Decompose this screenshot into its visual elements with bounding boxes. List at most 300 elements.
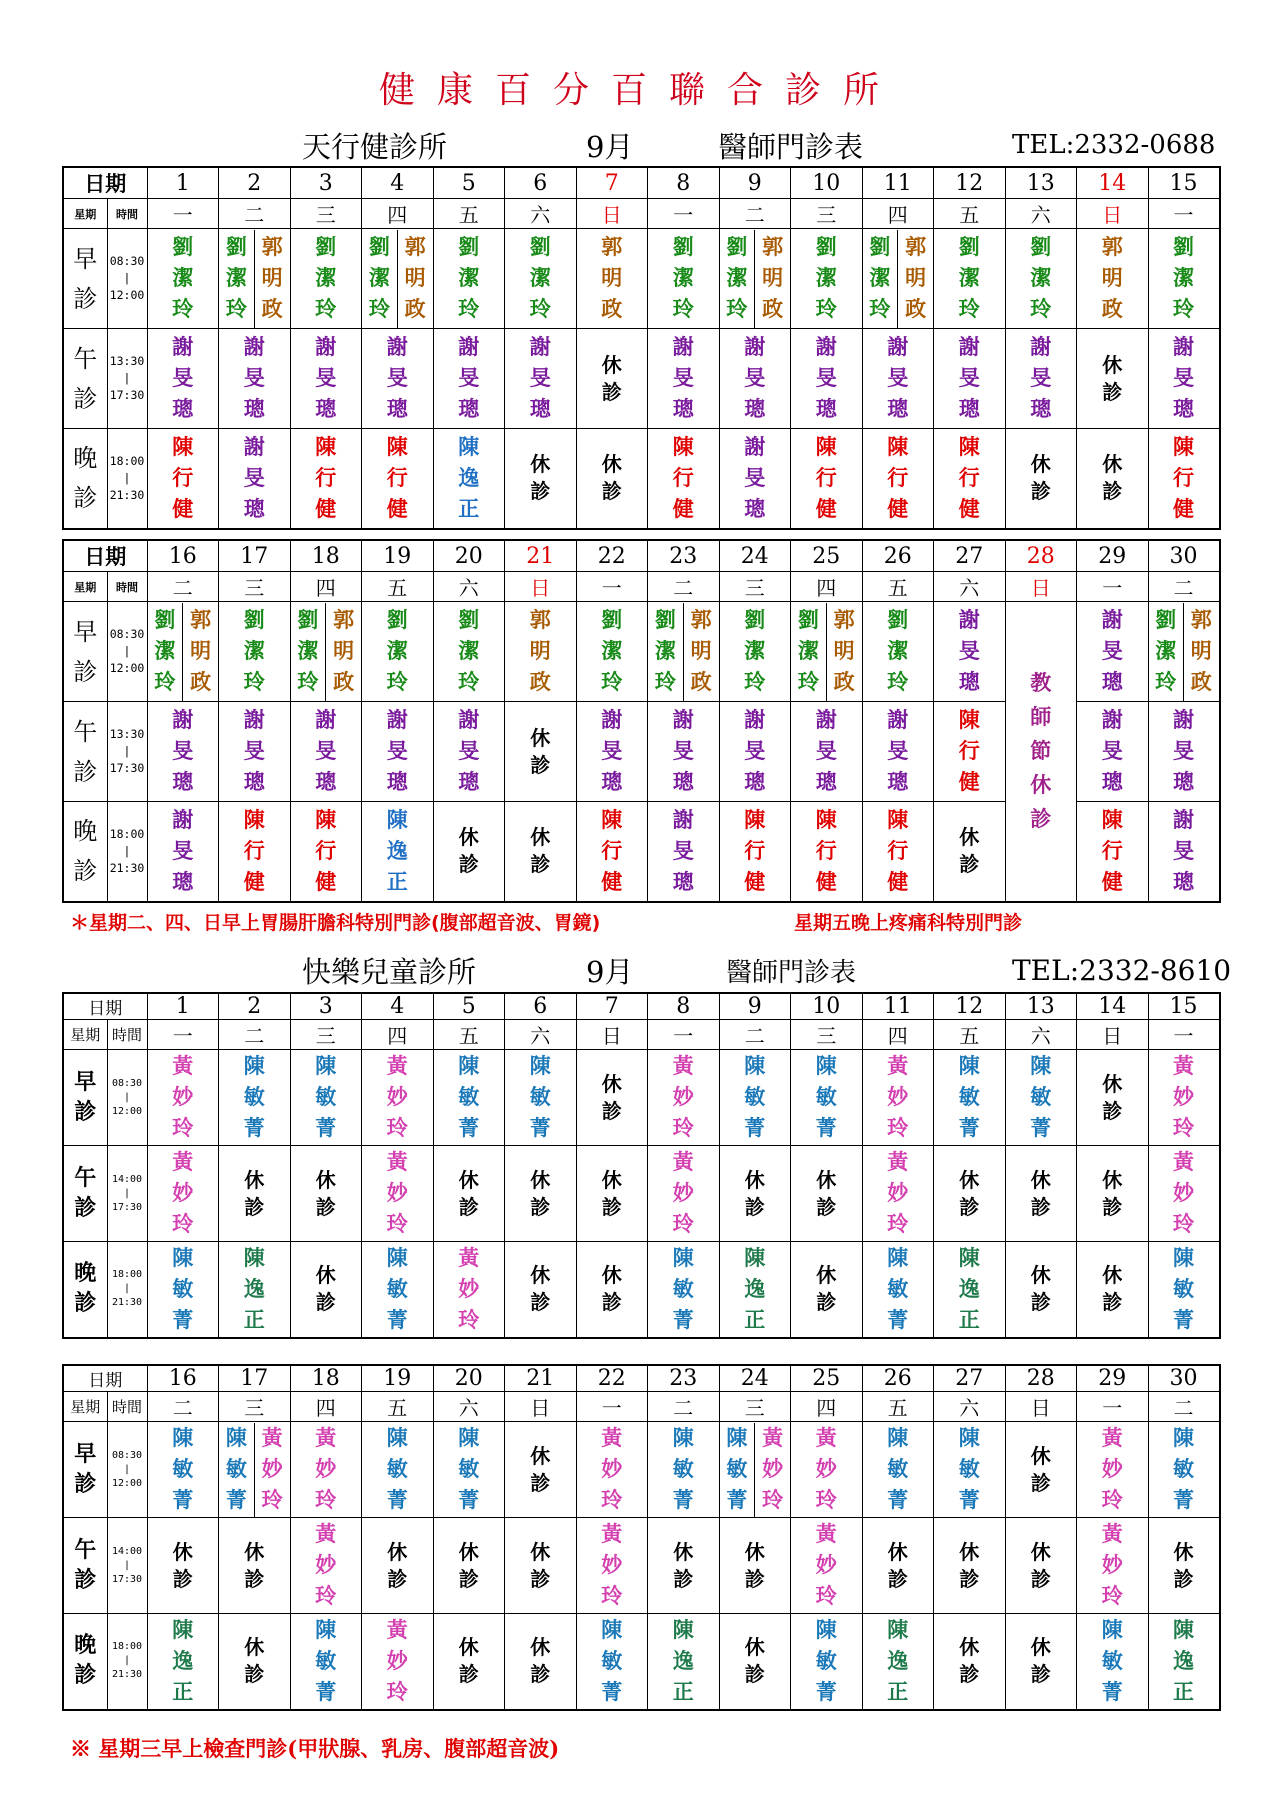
name-char: 璁: [744, 496, 766, 521]
session-char: 診: [74, 1099, 97, 1125]
schedule-cell: [505, 802, 577, 902]
name-char: 休: [601, 452, 622, 477]
name-char: 璁: [172, 397, 194, 421]
name-char: 璁: [243, 770, 265, 794]
name-char: 旻: [315, 366, 337, 390]
name-char: 黃: [1173, 1150, 1194, 1174]
doctor-chen-yi-zheng: [648, 1615, 719, 1708]
doctor-xie-min-cong: [648, 332, 719, 425]
doctor-closed: [577, 451, 648, 505]
name-char: 診: [673, 1566, 694, 1591]
time-line: 21:30: [109, 860, 145, 875]
time-line: 12:00: [111, 1105, 143, 1117]
time-label: 時間: [107, 572, 147, 602]
doctor-chen-yi-zheng: [148, 1615, 219, 1708]
schedule-cell: [219, 329, 291, 429]
schedule-cell: [1005, 1518, 1077, 1614]
name-char: 明: [690, 639, 712, 663]
name-char: 診: [744, 1194, 765, 1219]
doctor-liu-jie-ling: [219, 230, 254, 328]
clinic2-note-exam: ※ 星期三早上檢查門診(甲狀腺、乳房、腹部超音波): [70, 1736, 560, 1761]
name-char: 玲: [386, 1679, 408, 1704]
name-char: 玲: [315, 1584, 337, 1608]
name-char: 診: [1102, 1194, 1123, 1219]
schedule-cell: [576, 1518, 648, 1614]
name-char: 玲: [458, 670, 480, 694]
name-char: 健: [958, 770, 980, 794]
name-char: 玲: [654, 670, 676, 694]
name-char: 旻: [529, 366, 551, 390]
session-char: 午: [74, 1537, 97, 1563]
doctor-chen-min-jing: [1149, 1243, 1219, 1336]
name-char: 旻: [458, 739, 480, 763]
name-char: 正: [243, 1307, 265, 1332]
schedule-cell: [290, 1422, 362, 1518]
schedule-cell: [433, 802, 505, 902]
schedule-cell: [576, 1050, 648, 1146]
doctor-closed: [934, 824, 1005, 878]
name-char: 玲: [815, 1584, 837, 1608]
session-char: 早: [74, 1441, 97, 1467]
name-char: 菁: [386, 1488, 408, 1512]
name-char: 明: [1101, 266, 1123, 290]
schedule-cell: [362, 1242, 434, 1338]
name-char: 陳: [744, 1054, 766, 1078]
name-char: 劉: [458, 235, 480, 259]
name-char: 陳: [958, 1245, 980, 1270]
schedule-cell: [576, 602, 648, 702]
doctor-closed: [720, 1634, 791, 1688]
name-char: 休: [959, 1635, 980, 1660]
name-char: 陳: [172, 1617, 194, 1642]
date-cell: 23: [648, 540, 720, 572]
schedule-cell: [433, 1242, 505, 1338]
name-char: 正: [887, 1679, 909, 1704]
name-char: 劉: [744, 608, 766, 632]
date-cell: 24: [719, 540, 791, 572]
schedule-cell: [719, 1422, 791, 1518]
doctor-xie-min-cong: [934, 605, 1005, 698]
name-char: 玲: [672, 1212, 694, 1236]
name-char: 休: [1102, 1071, 1123, 1096]
schedule-cell: [576, 329, 648, 429]
name-char: 陳: [958, 1426, 980, 1450]
schedule-cell: [1005, 1146, 1077, 1242]
schedule-cell: [862, 602, 934, 702]
name-char: 陳: [386, 1245, 408, 1270]
name-char: 郭: [833, 608, 855, 632]
doctor-closed: [1077, 1167, 1148, 1221]
name-char: 健: [315, 869, 337, 894]
doctor-closed: [1006, 1167, 1077, 1221]
date-cell: 29: [1077, 540, 1149, 572]
name-char: 璁: [1173, 770, 1194, 794]
name-char: 旻: [1030, 366, 1052, 390]
doctor-chen-xing-jian: [219, 805, 290, 898]
name-char: 劉: [815, 235, 837, 259]
name-char: 劉: [172, 235, 194, 259]
name-char: 妙: [1101, 1553, 1123, 1577]
doctor-huang-miao-ling: [1077, 1423, 1148, 1516]
doctor-liu-jie-ling: [863, 230, 898, 328]
doctor-xie-min-cong: [148, 332, 219, 425]
doctor-guo-ming-zheng: [1184, 603, 1219, 701]
name-char: 診: [387, 1566, 408, 1591]
name-char: 玲: [887, 1116, 909, 1140]
time-line: |: [123, 644, 131, 658]
schedule-cell: [290, 802, 362, 902]
name-char: 璁: [172, 869, 194, 894]
name-char: 旻: [744, 465, 766, 490]
name-char: 政: [404, 297, 426, 321]
schedule-cell: [433, 1614, 505, 1710]
name-char: 陳: [887, 434, 909, 459]
doctor-xie-min-cong: [219, 432, 290, 525]
doctor-chen-min-jing: [1077, 1615, 1148, 1708]
schedule-cell: [1148, 1242, 1220, 1338]
name-char: 玲: [869, 297, 891, 321]
name-char: 休: [458, 1635, 479, 1660]
name-char: 妙: [815, 1553, 837, 1577]
name-char: 黃: [887, 1150, 909, 1174]
doctor-closed: [1149, 1539, 1219, 1593]
schedule-cell: [791, 1422, 863, 1518]
name-char: 旻: [672, 366, 694, 390]
schedule-cell: [648, 1614, 720, 1710]
name-char: 診: [1102, 1290, 1123, 1315]
session-char: 早: [73, 244, 98, 273]
time-line: 12:00: [109, 661, 145, 675]
name-char: 正: [672, 1679, 694, 1704]
name-char: 玲: [1173, 1116, 1194, 1140]
doctor-xie-min-cong: [1077, 705, 1148, 798]
time-line: 21:30: [109, 487, 145, 502]
name-char: 診: [1102, 379, 1123, 404]
weekday-cell: 三: [719, 1392, 791, 1422]
doctor-closed: [577, 1167, 648, 1221]
doctor-liu-jie-ling: [863, 605, 934, 698]
clinic1-name: 天行健診所: [302, 130, 448, 164]
name-char: 敏: [315, 1648, 337, 1673]
date-cell: 28: [1005, 540, 1077, 572]
schedule-cell: [648, 702, 720, 802]
time-line: 13:30: [109, 354, 145, 368]
doctor-closed: [434, 1634, 505, 1688]
name-char: 休: [744, 1635, 765, 1660]
doctor-chen-min-jing: [934, 1051, 1005, 1144]
name-char: 逸: [1173, 1648, 1194, 1673]
name-char: 旻: [386, 366, 408, 390]
page-title: 健康百分百聯合診所: [378, 70, 901, 111]
date-cell: 30: [1148, 540, 1220, 572]
schedule-cell: [862, 1242, 934, 1338]
schedule-cell: [791, 429, 863, 529]
doctor-huang-miao-ling: [577, 1423, 648, 1516]
weekday-cell: 一: [576, 572, 648, 602]
name-char: 診: [601, 1290, 622, 1315]
schedule-cell: [791, 1518, 863, 1614]
name-char: 政: [1190, 670, 1212, 694]
name-char: 行: [386, 465, 408, 490]
name-char: 休: [315, 1167, 336, 1192]
schedule-cell: [1005, 602, 1077, 902]
schedule-cell: [934, 1050, 1006, 1146]
doctor-xie-min-cong: [291, 332, 362, 425]
doctor-chen-min-jing: [219, 1051, 290, 1144]
date-cell: 23: [648, 1365, 720, 1392]
date-cell: 26: [862, 1365, 934, 1392]
name-char: 潔: [1155, 639, 1177, 663]
date-cell: 13: [1005, 993, 1077, 1020]
name-char: 黃: [386, 1617, 408, 1642]
name-char: 診: [530, 1194, 551, 1219]
doctor-closed: [577, 352, 648, 406]
doctor-chen-yi-zheng: [362, 805, 433, 898]
name-char: 行: [315, 465, 337, 490]
name-char: 玲: [172, 297, 194, 321]
name-char: 陳: [887, 807, 909, 832]
name-char: 休: [315, 1263, 336, 1288]
session-char: 診: [73, 657, 98, 686]
name-char: 診: [959, 1194, 980, 1219]
name-char: 謝: [1173, 807, 1194, 832]
name-char: 妙: [672, 1181, 694, 1205]
schedule-cell: [1005, 1050, 1077, 1146]
doctor-closed: [505, 1539, 576, 1593]
name-char: 妙: [315, 1553, 337, 1577]
schedule-cell: [147, 802, 219, 902]
name-char: 陳: [315, 1054, 337, 1078]
schedule-cell: [1077, 1422, 1149, 1518]
name-char: 菁: [958, 1116, 980, 1140]
doctor-closed: [648, 1539, 719, 1593]
schedule-cell: [362, 1614, 434, 1710]
schedule-cell: [934, 1422, 1006, 1518]
weekday-cell: 日: [505, 1392, 577, 1422]
name-char: 劉: [869, 235, 891, 259]
name-char: 診: [530, 479, 551, 504]
name-char: 黃: [762, 1426, 784, 1450]
doctor-chen-min-jing: [791, 1615, 862, 1708]
date-cell: 10: [791, 167, 863, 199]
name-char: 陳: [1173, 1245, 1194, 1270]
name-char: 休: [959, 1539, 980, 1564]
name-char: 診: [1030, 1470, 1051, 1495]
name-char: 休: [601, 1167, 622, 1192]
schedule-cell: [147, 1614, 219, 1710]
date-label: 日期: [63, 1365, 147, 1392]
schedule-cell: [934, 1242, 1006, 1338]
schedule-cell: [219, 229, 291, 329]
doctor-closed: [934, 1539, 1005, 1593]
name-char: 診: [458, 1566, 479, 1591]
name-char: 妙: [887, 1085, 909, 1109]
date-cell: 17: [219, 1365, 291, 1392]
schedule-cell: [505, 1146, 577, 1242]
name-char: 黃: [672, 1054, 694, 1078]
name-char: 陳: [1173, 434, 1194, 459]
time-line: 14:00 |: [111, 1545, 143, 1571]
name-char: 妙: [815, 1457, 837, 1481]
schedule-cell: [290, 329, 362, 429]
schedule-cell: [648, 329, 720, 429]
weekday-cell: 三: [290, 1020, 362, 1050]
name-char: 休: [244, 1167, 265, 1192]
name-char: 政: [1101, 297, 1123, 321]
name-char: 明: [905, 266, 927, 290]
date-cell: 8: [648, 993, 720, 1020]
date-cell: 19: [362, 540, 434, 572]
name-char: 旻: [887, 739, 909, 763]
name-char: 明: [833, 639, 855, 663]
weekday-cell: 三: [791, 1020, 863, 1050]
doctor-chen-xing-jian: [1149, 432, 1219, 525]
name-char: 敏: [958, 1085, 980, 1109]
name-char: 謝: [1101, 608, 1123, 632]
session-time: [107, 1422, 147, 1518]
weekday-cell: 一: [1077, 1392, 1149, 1422]
name-char: 敏: [1173, 1457, 1194, 1481]
schedule-cell: [362, 329, 434, 429]
schedule-cell: [862, 1050, 934, 1146]
schedule-cell: [1005, 229, 1077, 329]
session-char: 午: [73, 344, 98, 373]
doctor-chen-yi-zheng: [434, 432, 505, 525]
date-cell: 15: [1148, 993, 1220, 1020]
schedule-cell: [648, 1242, 720, 1338]
name-char: 診: [1102, 1098, 1123, 1123]
name-char: 陳: [529, 1054, 551, 1078]
doctor-guo-ming-zheng: [326, 603, 361, 701]
time-line: 08:30: [109, 254, 145, 268]
clinic1-tel: TEL:2332-0688: [1012, 130, 1216, 160]
doctor-chen-min-jing: [434, 1051, 505, 1144]
name-char: 旻: [672, 739, 694, 763]
doctor-chen-xing-jian: [148, 432, 219, 525]
name-char: 明: [261, 266, 283, 290]
schedule-cell: [433, 329, 505, 429]
name-char: 陳: [315, 807, 337, 832]
name-char: 休: [959, 825, 980, 850]
name-char: 妙: [1101, 1457, 1123, 1481]
schedule-cell: [576, 229, 648, 329]
name-char: 玲: [386, 1212, 408, 1236]
session-char: 晚: [73, 444, 98, 473]
name-char: 健: [887, 869, 909, 894]
name-char: 休: [530, 1635, 551, 1660]
name-char: 休: [1030, 1167, 1051, 1192]
doctor-closed: [720, 1539, 791, 1593]
name-char: 陳: [887, 1426, 909, 1450]
schedule-cell: [791, 1614, 863, 1710]
doctor-chen-xing-jian: [291, 432, 362, 525]
weekday-cell: 一: [648, 199, 720, 229]
weekday-cell: 四: [362, 1020, 434, 1050]
schedule-cell: [791, 229, 863, 329]
name-char: 休: [601, 1071, 622, 1096]
schedule-cell: [862, 229, 934, 329]
weekday-cell: 六: [1005, 199, 1077, 229]
doctor-chen-min-jing: [434, 1423, 505, 1516]
name-char: 謝: [386, 708, 408, 732]
name-char: 陳: [1030, 1054, 1052, 1078]
schedule-cell: [719, 1518, 791, 1614]
date-cell: 16: [147, 540, 219, 572]
doctor-closed: [362, 1539, 433, 1593]
name-char: 陳: [726, 1426, 748, 1450]
schedule-cell: [1077, 429, 1149, 529]
doctor-liu-jie-ling: [434, 605, 505, 698]
name-char: 休: [172, 1539, 193, 1564]
schedule-cell: [219, 1614, 291, 1710]
schedule-cell: [362, 602, 434, 702]
schedule-cell: [362, 702, 434, 802]
schedule-cell: [1148, 429, 1220, 529]
schedule-cell: [1005, 1242, 1077, 1338]
clinic2-subtitle: 醫師門診表: [726, 958, 857, 988]
name-char: 郭: [601, 235, 623, 259]
name-char: 謝: [315, 335, 337, 359]
name-char: 妙: [601, 1553, 623, 1577]
name-char: 璁: [1030, 397, 1052, 421]
name-char: 郭: [905, 235, 927, 259]
date-cell: 24: [719, 1365, 791, 1392]
session-label: [63, 1614, 107, 1710]
name-char: 郭: [1190, 608, 1212, 632]
date-cell: 12: [934, 167, 1006, 199]
name-char: 診: [887, 1566, 908, 1591]
date-cell: 8: [648, 167, 720, 199]
doctor-chen-yi-zheng: [863, 1615, 934, 1708]
name-char: 休: [1102, 1263, 1123, 1288]
name-char: 潔: [958, 266, 980, 290]
name-char: 謝: [243, 434, 265, 459]
doctor-closed: [1006, 451, 1077, 505]
name-char: 潔: [297, 639, 319, 663]
weekday-cell: 五: [362, 572, 434, 602]
name-char: 黃: [172, 1054, 194, 1078]
doctor-huang-miao-ling: [434, 1243, 505, 1336]
doctor-chen-min-jing: [362, 1243, 433, 1336]
doctor-liu-jie-ling: [1006, 232, 1077, 325]
name-char: 璁: [958, 397, 980, 421]
name-char: 敏: [726, 1457, 748, 1481]
weekday-cell: 五: [433, 199, 505, 229]
doctor-closed: [1077, 352, 1148, 406]
name-char: 旻: [458, 366, 480, 390]
schedule-cell: [862, 1518, 934, 1614]
weekday-label: 星期: [63, 572, 107, 602]
doctor-huang-miao-ling: [863, 1051, 934, 1144]
doctor-chen-min-jing: [291, 1615, 362, 1708]
name-char: 政: [190, 670, 212, 694]
name-char: 劉: [1030, 235, 1052, 259]
schedule-cell: [719, 229, 791, 329]
doctor-liu-jie-ling: [505, 232, 576, 325]
date-cell: 14: [1077, 993, 1149, 1020]
weekday-cell: 三: [290, 199, 362, 229]
date-cell: 27: [934, 540, 1006, 572]
name-char: 妙: [887, 1181, 909, 1205]
name-char: 健: [672, 496, 694, 521]
name-char: 行: [744, 838, 766, 863]
doctor-huang-miao-ling: [755, 1423, 790, 1517]
name-char: 謝: [315, 708, 337, 732]
name-char: 璁: [672, 397, 694, 421]
name-char: 敏: [672, 1276, 694, 1301]
doctor-closed: [219, 1167, 290, 1221]
schedule-cell: [219, 1050, 291, 1146]
